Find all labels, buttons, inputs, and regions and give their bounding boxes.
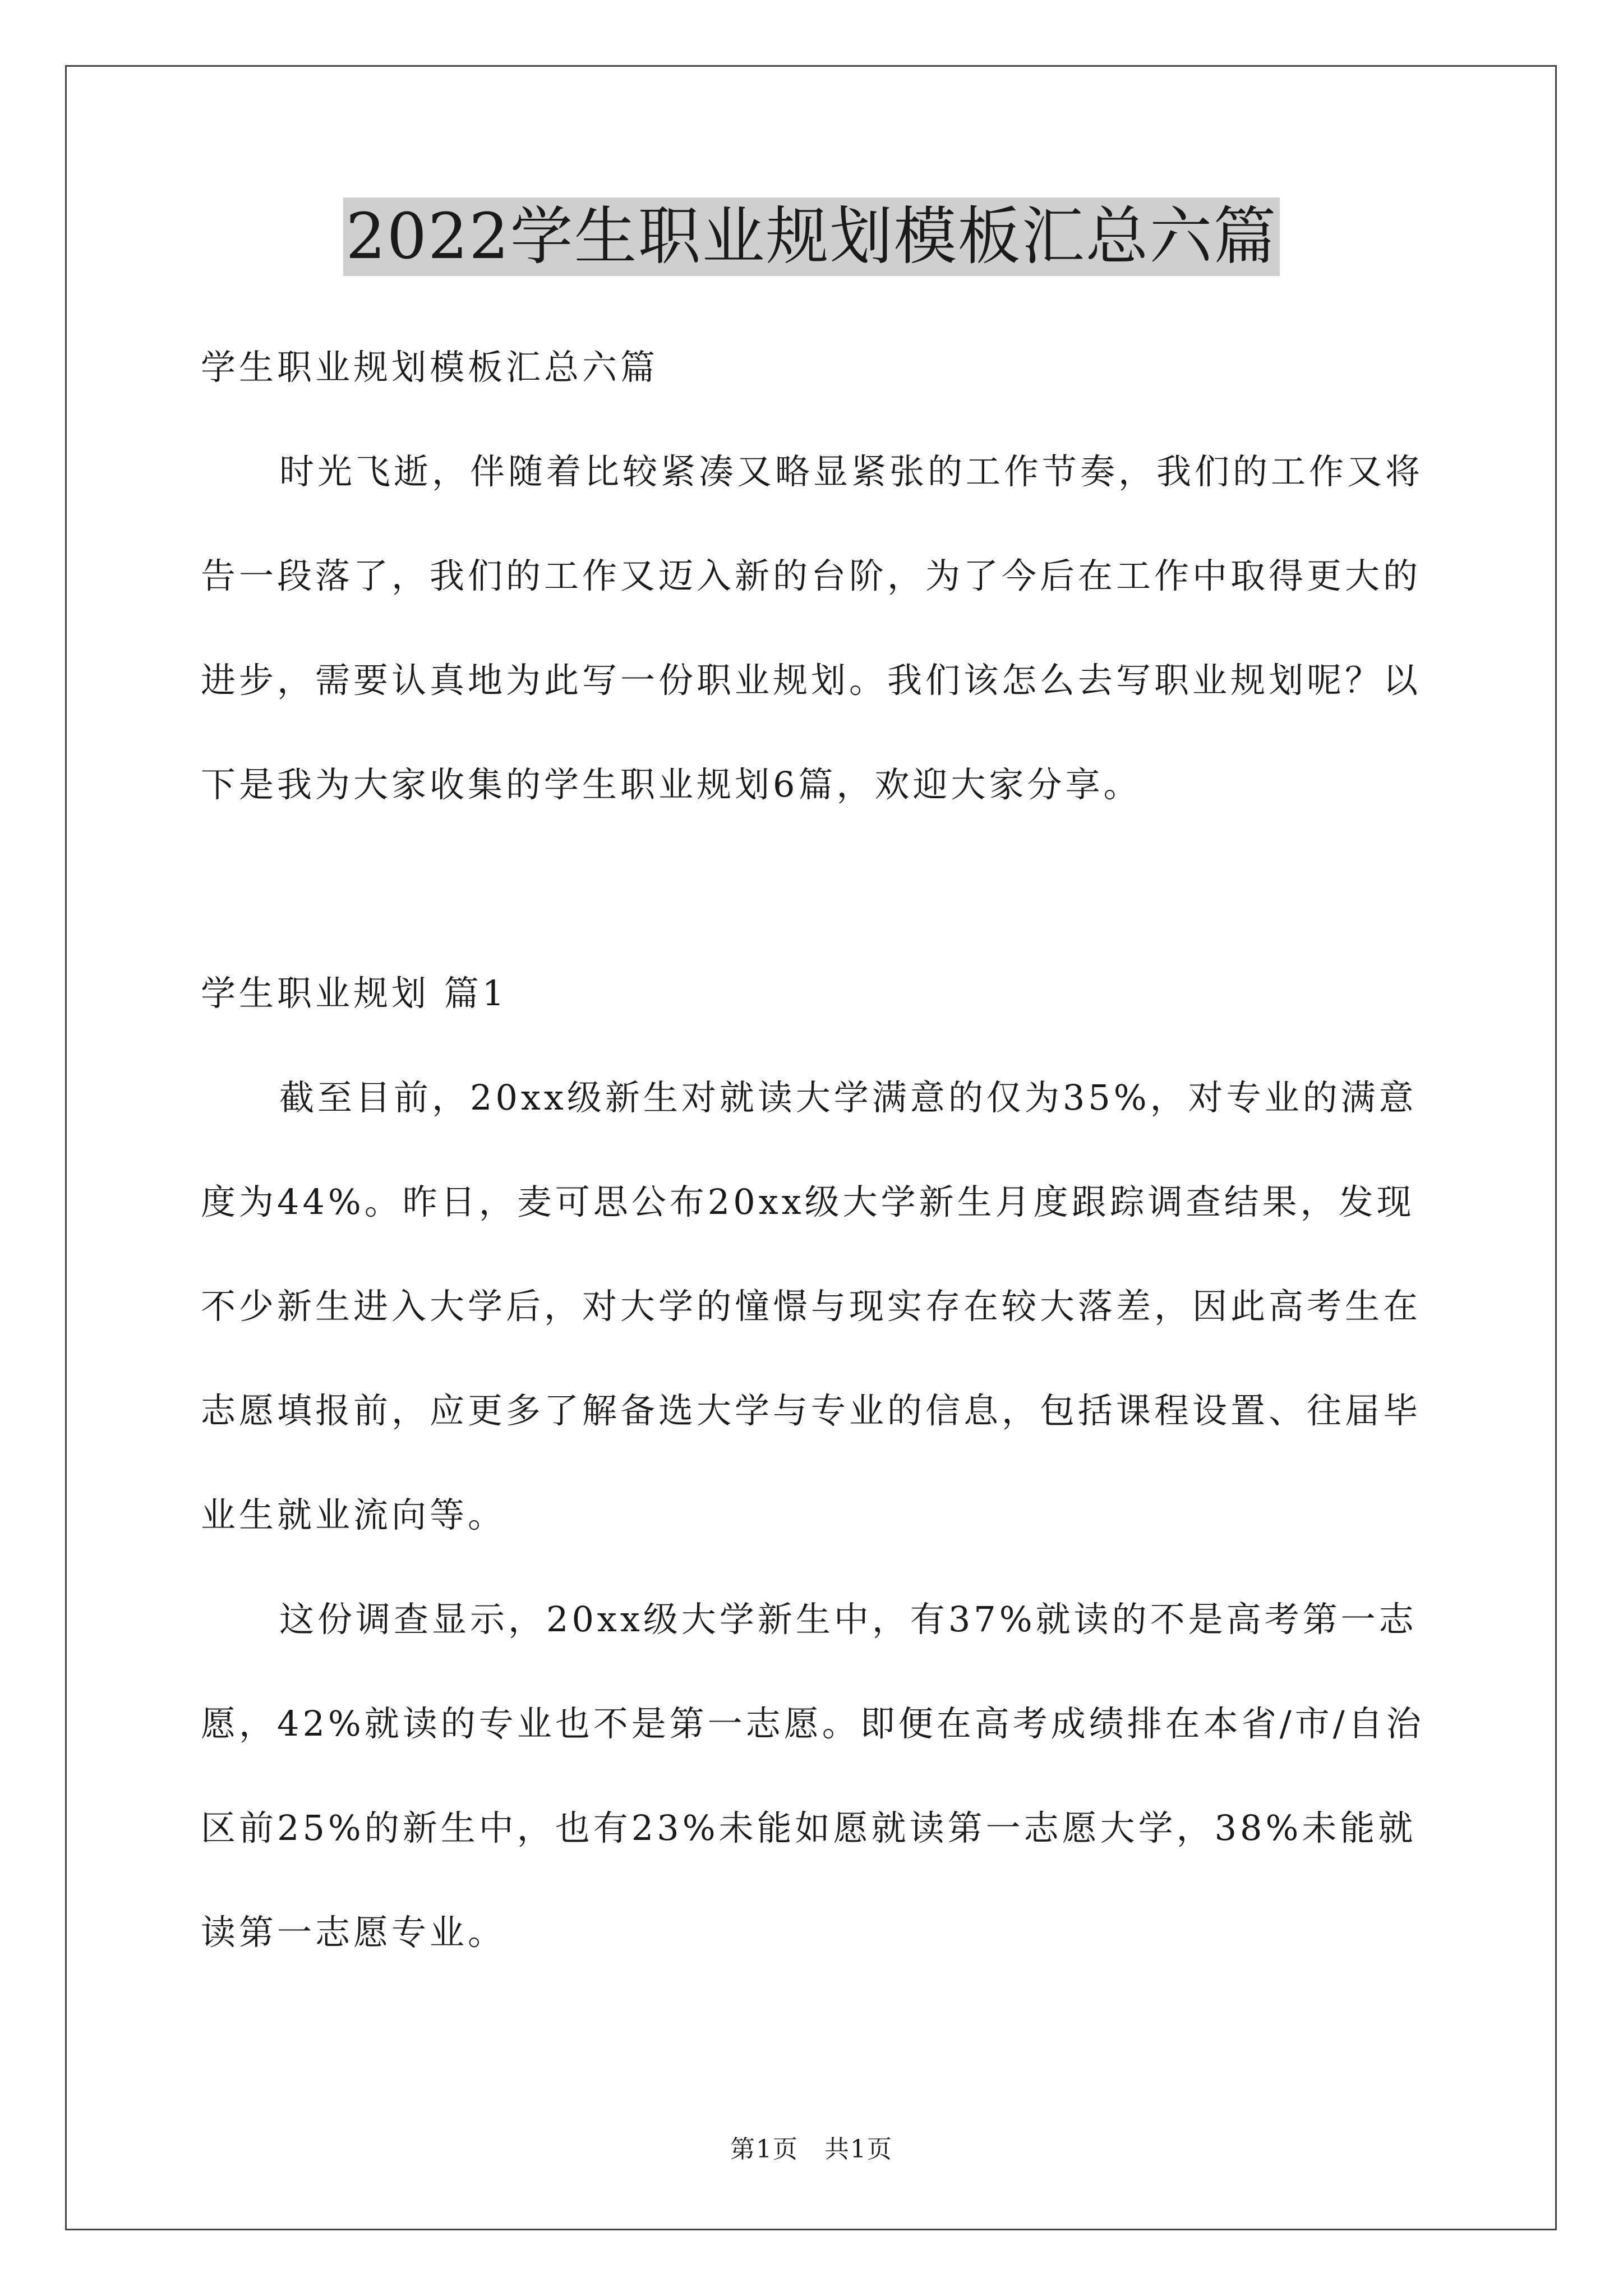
section-paragraph-1: 截至目前，20xx级新生对就读大学满意的仅为35%，对专业的满意度为44%。昨日，麦可思公布20xx级大学新生月度跟踪调查结果，发现不少新生进入大学后，对大学的憧憬与现实存在较大落差，因此高考生在志愿填报前，应更多了解备选大学与专业的信息，包括课程设置、往届毕业生就业流向等。 — [201, 1077, 1422, 1535]
document-body — [201, 315, 1435, 1985]
section-paragraph-2: 这份调查显示，20xx级大学新生中，有37%就读的不是高考第一志愿，42%就读的专业也不是第一志愿。即便在高考成绩排在本省/市/自治区前25%的新生中，也有23%未能如愿就读第一志愿大学，38%未能就读第一志愿专业。 — [201, 1599, 1424, 1953]
section-heading: 学生职业规划 篇1 — [201, 973, 508, 1014]
page-footer: 第1页 共1页 — [730, 2135, 893, 2164]
document-subtitle: 学生职业规划模板汇总六篇 — [201, 347, 659, 388]
title-container — [0, 197, 1623, 276]
intro-paragraph: 时光飞逝，伴随着比较紧凑又略显紧张的工作节奏，我们的工作又将告一段落了，我们的工作又迈入新的台阶，为了今后在工作中取得更大的进步，需要认真地为此写一份职业规划。我们该怎么去写职业规划呢？以下是我为大家收集的学生职业规划6篇，欢迎大家分享。 — [201, 451, 1424, 805]
document-title: 2022学生职业规划模板汇总六篇 — [343, 197, 1279, 276]
section-gap — [201, 837, 1435, 941]
